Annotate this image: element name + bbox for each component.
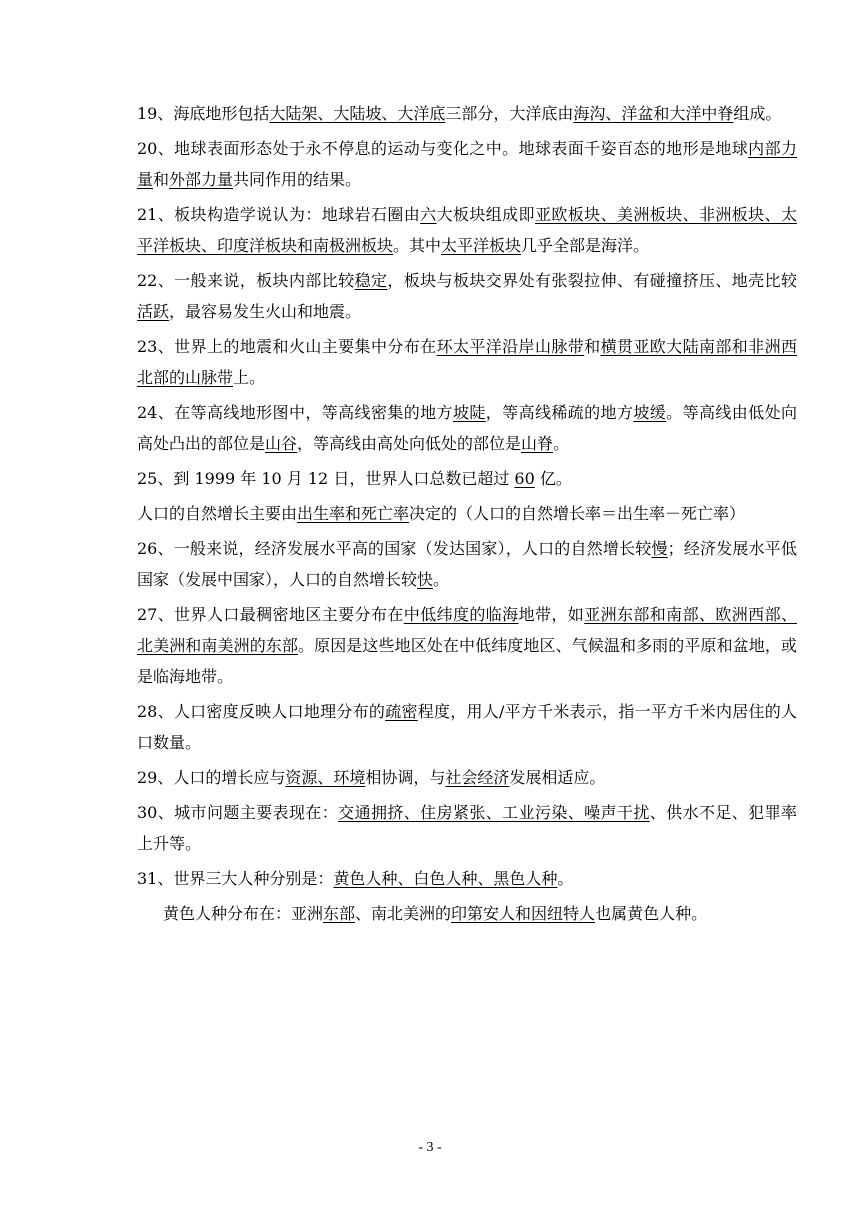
- text-segment: 28、人口密度反映人口地理分布的: [137, 702, 386, 721]
- text-segment: 。: [557, 869, 574, 888]
- paragraph: [137, 797, 797, 859]
- underlined-answer: 印第安人和因纽特人: [451, 904, 596, 923]
- paragraph: [137, 463, 797, 494]
- paragraph: [137, 331, 797, 393]
- underlined-answer: 中低纬度的临海: [403, 605, 519, 624]
- underlined-answer: 亚欧板块、美洲板块、非洲板块、太平洋板块、印度洋板块和南极洲板块: [137, 205, 797, 255]
- text-segment: 发展相适应。: [509, 768, 606, 787]
- text-segment: 相协调，与: [365, 768, 446, 787]
- text-segment: 23、世界上的地震和火山主要集中分布在: [137, 337, 437, 356]
- text-segment: 共同作用的结果。: [233, 170, 362, 189]
- text-segment: 31、世界三大人种分别是：: [137, 869, 334, 888]
- paragraph: [137, 898, 797, 929]
- underlined-answer: 疏密: [385, 702, 418, 721]
- underlined-answer: 太平洋板块: [441, 236, 522, 255]
- underlined-answer: 活跃: [137, 302, 170, 321]
- text-segment: 27、世界人口最稠密地区主要分布在: [137, 605, 404, 624]
- text-segment: 25、到 1999 年 10 月 12 日，世界人口总数已超过: [137, 469, 515, 488]
- underlined-answer: 内部力量: [137, 139, 797, 189]
- text-segment: 30、城市问题主要表现在：: [137, 803, 339, 822]
- text-segment: 29、人口的增长应与: [137, 768, 286, 787]
- text-segment: 24、在等高线地形图中，等高线密集的地方: [137, 403, 453, 422]
- underlined-answer: 慢: [651, 539, 668, 558]
- text-segment: 三部分，大洋底由: [445, 104, 574, 123]
- text-segment: ，板块与板块交界处有张裂拉伸、有碰撞挤压、地壳比较: [387, 271, 797, 290]
- text-segment: 地带，如: [518, 605, 585, 624]
- text-segment: 决定的（人口的自然增长率＝出生率－死亡率）: [409, 504, 746, 523]
- text-segment: 22、一般来说，板块内部比较: [137, 271, 355, 290]
- underlined-answer: 环太平洋沿岸山脉带: [436, 337, 585, 356]
- underlined-answer: 亚洲东部和南部、欧洲西部、北美洲和南美洲的东部: [137, 605, 797, 655]
- text-segment: 程度，用人/平方千米表示，指一平方千米内居住的人口数量。: [137, 702, 797, 752]
- text-segment: 。原因是这些地区处在中低纬度地区、气候温和多雨的平原和盆地，或是临海地带。: [137, 636, 797, 686]
- page-number: - 3 -: [418, 1140, 442, 1155]
- text-segment: 26、一般来说，经济发展水平高的国家（发达国家），人口的自然增长较: [137, 539, 652, 558]
- paragraph: [137, 397, 797, 459]
- underlined-answer: 大陆架、大陆坡、大洋底: [269, 104, 446, 123]
- text-segment: 。等高线由低处向高处凸出的部位是: [137, 403, 797, 453]
- text-segment: 几乎全部是海洋。: [521, 236, 650, 255]
- text-segment: 黄色人种分布在：亚洲: [163, 904, 324, 923]
- underlined-answer: 坡陡: [452, 403, 486, 422]
- underlined-answer: 出生率和死亡率: [297, 504, 410, 523]
- underlined-answer: 东部: [323, 904, 356, 923]
- text-segment: 21、板块构造学说认为：地球岩石圈由: [137, 205, 421, 224]
- document-body: [137, 98, 797, 933]
- text-segment: 人口的自然增长主要由: [137, 504, 298, 523]
- underlined-answer: 黄色人种、白色人种、黑色人种: [333, 869, 558, 888]
- underlined-answer: 60: [514, 469, 535, 488]
- text-segment: 组成。: [733, 104, 782, 123]
- paragraph: [137, 696, 797, 758]
- paragraph: [137, 199, 797, 261]
- text-segment: 。其中: [393, 236, 442, 255]
- underlined-answer: 交通拥挤、住房紧张、工业污染、噪声干扰: [338, 803, 650, 822]
- text-segment: 上。: [233, 368, 266, 387]
- paragraph: [137, 98, 797, 129]
- text-segment: 。: [433, 570, 450, 589]
- underlined-answer: 海沟、洋盆和大洋中脊: [573, 104, 734, 123]
- text-segment: 和: [153, 170, 170, 189]
- text-segment: 、南北美洲的: [355, 904, 452, 923]
- text-segment: ；经济发展水平低国家（发展中国家），人口的自然增长较: [137, 539, 797, 589]
- underlined-answer: 快: [417, 570, 434, 589]
- text-segment: ，等高线稀疏的地方: [485, 403, 634, 422]
- paragraph: [137, 533, 797, 595]
- text-segment: 也属黄色人种。: [595, 904, 708, 923]
- underlined-answer: 六: [420, 205, 437, 224]
- paragraph: [137, 599, 797, 692]
- underlined-answer: 稳定: [354, 271, 388, 290]
- paragraph: [137, 498, 797, 529]
- text-segment: 20、地球表面形态处于永不停息的运动与变化之中。地球表面千姿百态的地形是地球: [137, 139, 749, 158]
- text-segment: ，最容易发生火山和地震。: [169, 302, 362, 321]
- text-segment: 19、海底地形包括: [137, 104, 270, 123]
- text-segment: 、供水不足、犯罪率上升等。: [137, 803, 797, 853]
- underlined-answer: 资源、环境: [285, 768, 366, 787]
- underlined-answer: 山谷: [265, 434, 298, 453]
- text-segment: 和: [584, 337, 601, 356]
- underlined-answer: 横贯亚欧大陆南部和非洲西北部的山脉带: [137, 337, 797, 387]
- underlined-answer: 山脊: [521, 434, 554, 453]
- text-segment: 亿。: [534, 469, 572, 488]
- underlined-answer: 外部力量: [169, 170, 234, 189]
- paragraph: [137, 133, 797, 195]
- text-segment: ，等高线由高处向低处的部位是: [297, 434, 522, 453]
- underlined-answer: 社会经济: [445, 768, 510, 787]
- text-segment: 。: [553, 434, 570, 453]
- paragraph: [137, 265, 797, 327]
- paragraph: [137, 762, 797, 793]
- paragraph: [137, 863, 797, 894]
- text-segment: 大板块组成即: [436, 205, 535, 224]
- underlined-answer: 坡缓: [633, 403, 667, 422]
